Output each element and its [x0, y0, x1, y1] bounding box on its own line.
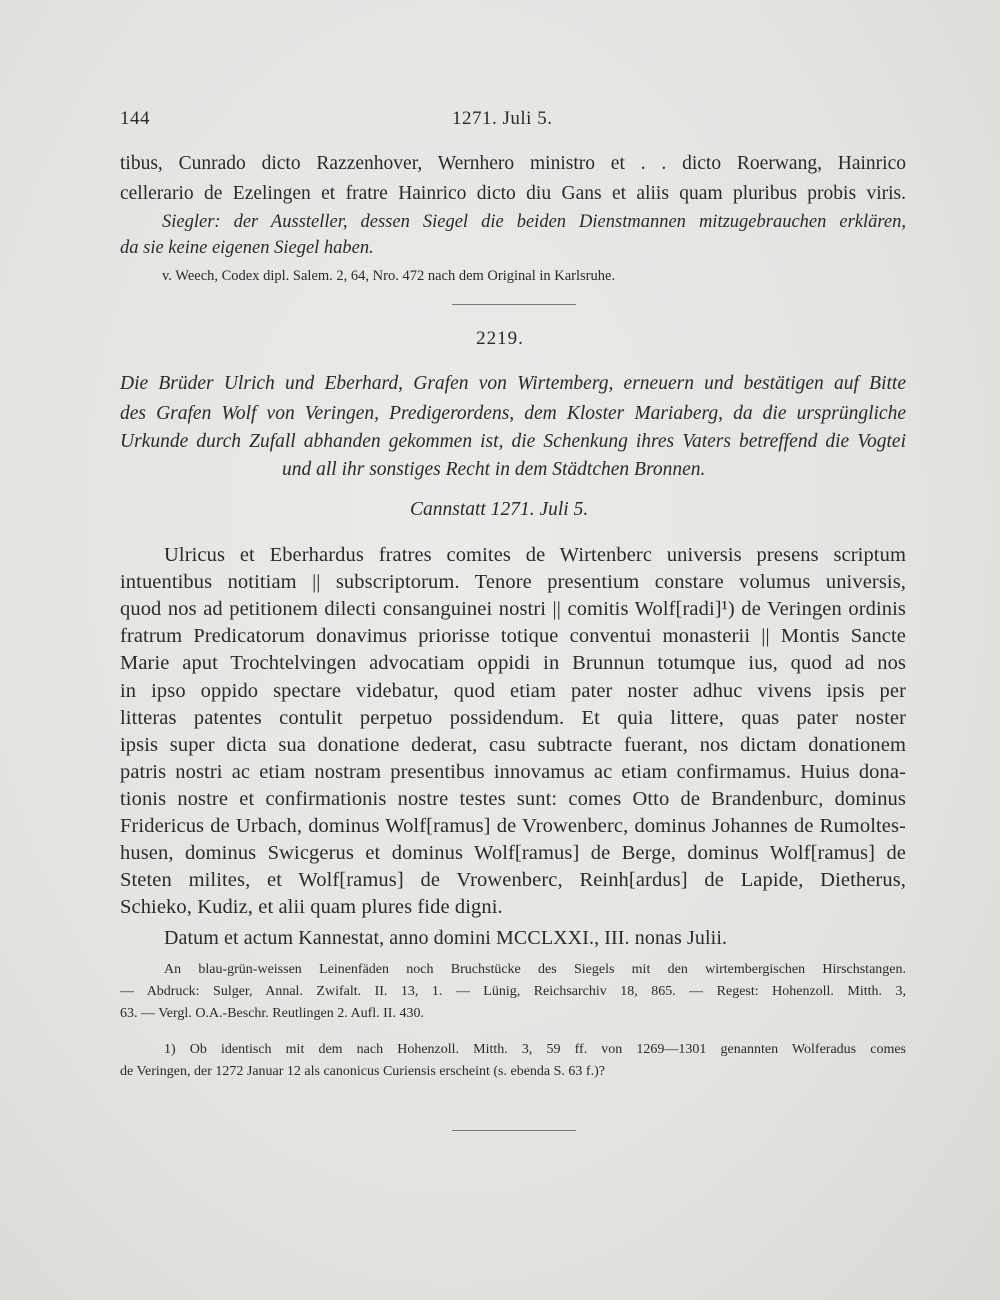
- summary-line: Die Brüder Ulrich und Eberhard, Grafen von Wirtemberg, erneuern und bestätigen auf Bitte: [120, 373, 906, 394]
- note-line: 63. — Vergl. O.A.-Beschr. Reutlingen 2. Aufl. II. 430.: [120, 1006, 424, 1021]
- charter-line: litteras patentes contulit perpetuo possidendum. Et quia littere, quas pater noster: [120, 707, 906, 729]
- charter-line: patris nostri ac etiam nostram presentibus innovamus ac etiam confirmamus. Huius dona-: [120, 761, 906, 783]
- siegler-line: da sie keine eigenen Siegel haben.: [120, 238, 374, 258]
- prev-text-line: tibus, Cunrado dicto Razzenhover, Wernhero ministro et . . dicto Roerwang, Hainrico: [120, 153, 906, 174]
- source-citation: v. Weech, Codex dipl. Salem. 2, 64, Nro. 472 nach dem Original in Karlsruhe.: [162, 268, 616, 284]
- charter-line: tionis nostre et confirmationis nostre testes sunt: comes Otto de Brandenburc, dominus: [120, 788, 906, 810]
- note-line: An blau-grün-weissen Leinenfäden noch Bruchstücke des Siegels mit den wirtembergischen Hirschstangen.: [164, 962, 906, 977]
- prev-text-line: cellerario de Ezelingen et fratre Hainrico dicto diu Gans et aliis quam pluribus probis viris.: [120, 183, 906, 204]
- footnote-line: 1) Ob identisch mit dem nach Hohenzoll. Mitth. 3, 59 ff. von 1269—1301 genannten Wolferadus comes: [164, 1042, 906, 1057]
- charter-line: fratrum Predicatorum donavimus priorisse totique conventui monasterii || Montis Sancte: [120, 625, 906, 647]
- charter-line: intuentibus notitiam || subscriptorum. Tenore presentium constare volumus universis,: [120, 571, 906, 593]
- siegler-line: Siegler: der Aussteller, dessen Siegel die beiden Dienstmannen mitzugebrauchen erklären,: [162, 212, 906, 232]
- summary-line: Urkunde durch Zufall abhanden gekommen ist, die Schenkung ihres Vaters betreffend die Vogtei: [120, 431, 906, 452]
- page-number: 144: [120, 108, 150, 129]
- charter-line: ipsis super dicta sua donatione dederat, casu subtracte fuerant, nos dictam donationem: [120, 734, 906, 756]
- footnote-line: de Veringen, der 1272 Januar 12 als canonicus Curiensis erscheint (s. ebenda S. 63 f.)?: [120, 1064, 605, 1079]
- separator-rule: [452, 304, 576, 305]
- datum-line: Datum et actum Kannestat, anno domini MCCLXXI., III. nonas Julii.: [164, 927, 728, 949]
- charter-line: husen, dominus Swicgerus et dominus Wolf[ramus] de Berge, dominus Wolf[ramus] de: [120, 842, 906, 864]
- charter-line: Ulricus et Eberhardus fratres comites de Wirtenberc universis presens scriptum: [164, 544, 906, 566]
- place-date: Cannstatt 1271. Juli 5.: [410, 499, 589, 520]
- charter-line: in ipso oppido spectare videbatur, quod etiam pater noster adhuc vivens ipsis per: [120, 680, 906, 702]
- document-number: 2219.: [476, 328, 524, 349]
- summary-line: des Grafen Wolf von Veringen, Predigerordens, dem Kloster Mariaberg, da die ursprüngliche: [120, 403, 906, 424]
- charter-line: Schieko, Kudiz, et alii quam plures fide digni.: [120, 896, 503, 918]
- note-line: — Abdruck: Sulger, Annal. Zwifalt. II. 13, 1. — Lünig, Reichsarchiv 18, 865. — Regest: Hohenzoll. Mitth. 3,: [120, 984, 906, 999]
- charter-line: quod nos ad petitionem dilecti consanguinei nostri || comitis Wolf[radi]¹) de Veringen ordinis: [120, 598, 906, 620]
- running-head-date: 1271. Juli 5.: [452, 108, 553, 129]
- summary-line: und all ihr sonstiges Recht in dem Städtchen Bronnen.: [282, 459, 706, 480]
- charter-line: Steten milites, et Wolf[ramus] de Vrowenberc, Reinh[ardus] de Lapide, Dietherus,: [120, 869, 906, 891]
- charter-line: Fridericus de Urbach, dominus Wolf[ramus] de Vrowenberc, dominus Johannes de Rumoltes-: [120, 815, 906, 837]
- charter-line: Marie aput Trochtelvingen advocatiam oppidi in Brunnun totumque ius, quod ad nos: [120, 652, 906, 674]
- separator-rule: [452, 1130, 576, 1131]
